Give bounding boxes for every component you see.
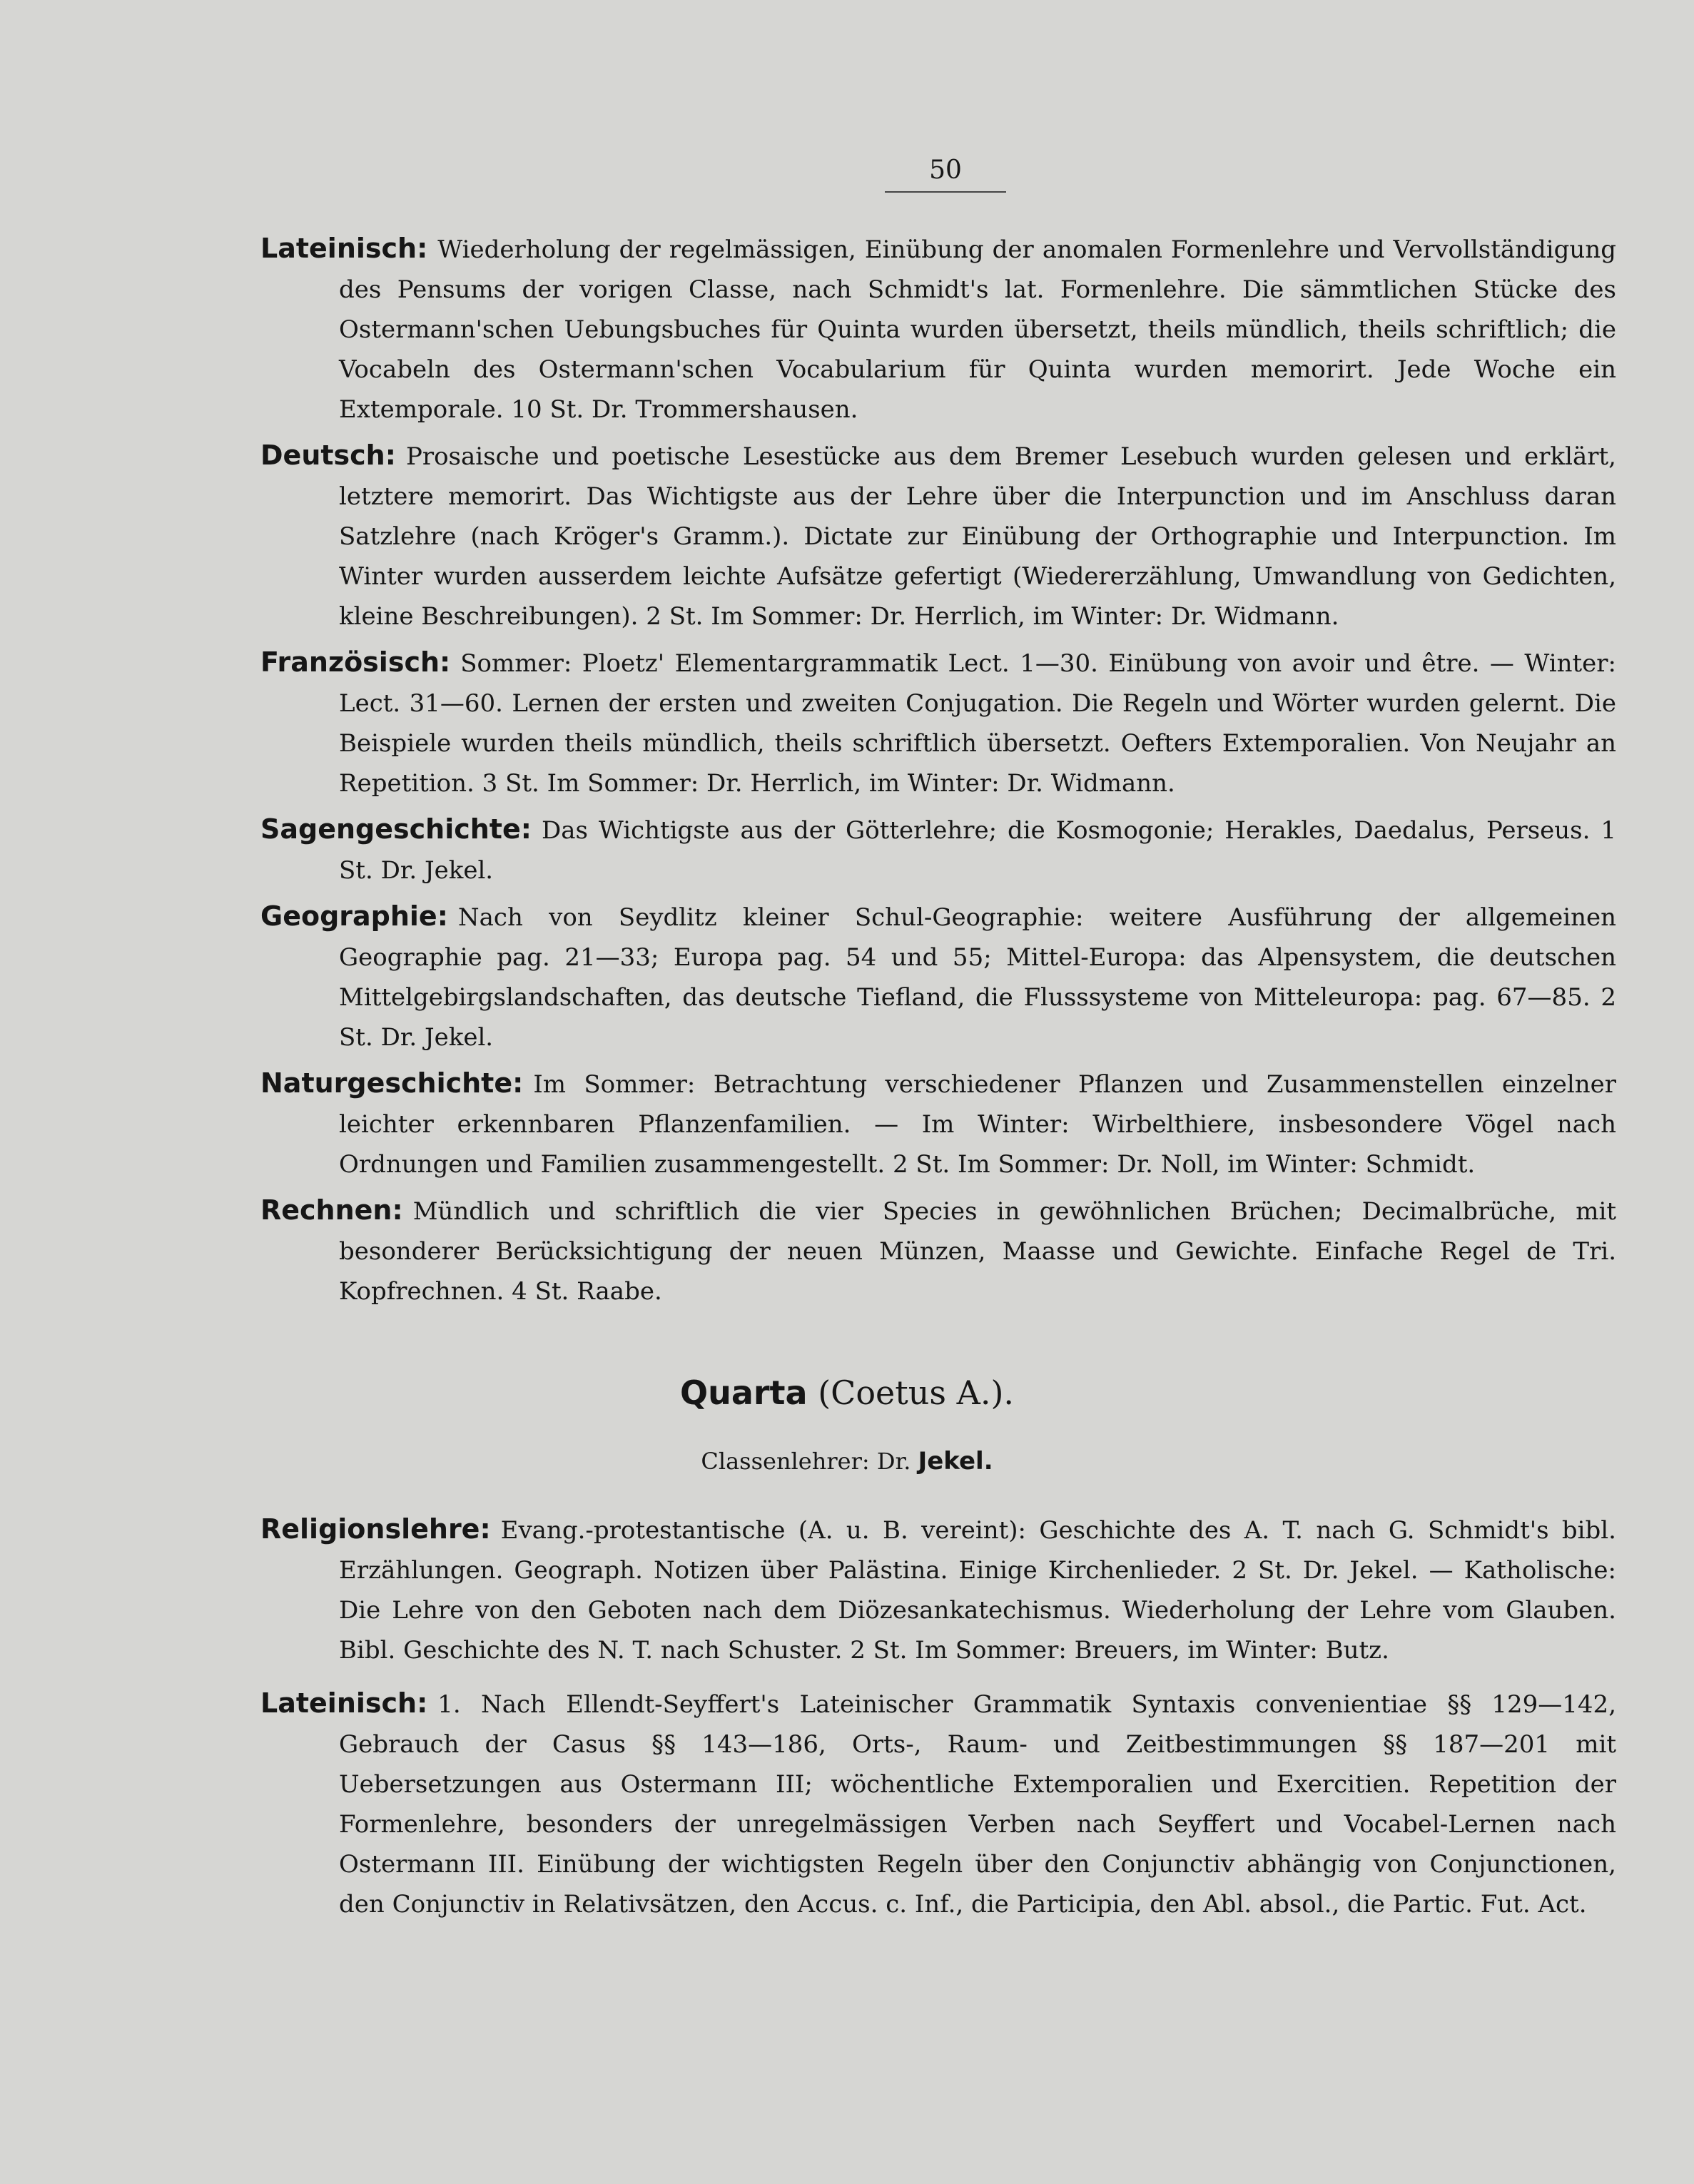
subject-text: Nach von Seydlitz kleiner Schul-Geographie: weitere Ausführung der allgemeinen Geographie pag. 21—33; Europa pag. 54 und 55; Mittel-Europa: das Alpensystem, die deutschen Mittelgebirgslandschaften, das deutsche Tiefland, die Flusssysteme von Mitteleuropa: pag. 67—85. 2 St. Dr. Jekel. bbox=[339, 903, 1616, 1052]
subject-heading: Lateinisch: bbox=[260, 1687, 428, 1719]
class-teacher-title: Dr. bbox=[876, 1448, 911, 1475]
subject-entry bbox=[260, 896, 1616, 1057]
subject-entry bbox=[260, 228, 1616, 430]
subject-text: Sommer: Ploetz' Elementargrammatik Lect. 1—30. Einübung von avoir und être. — Winter: Lect. 31—60. Lernen der ersten und zweiten Conjugation. Die Regeln und Wörter wurden gelernt. Die Beispiele wurden theils mündlich, theils schriftlich übersetzt. Oefters Extemporalien. Von Neujahr an Repetition. 3 St. Im Sommer: Dr. Herrlich, im Winter: Dr. Widmann. bbox=[339, 649, 1616, 798]
section-quinta-subjects bbox=[260, 228, 1616, 1311]
page-number-rule bbox=[885, 191, 1006, 193]
subject-text: Im Sommer: Betrachtung verschiedener Pflanzen und Zusammenstellen einzelner leichter erkennbaren Pflanzenfamilien. — Im Winter: Wirbelthiere, insbesondere Vögel nach Ordnungen und Familien zusammengestellt. 2 St. Im Sommer: Dr. Noll, im Winter: Schmidt. bbox=[339, 1070, 1616, 1179]
class-teacher-label: Classenlehrer: bbox=[701, 1448, 870, 1475]
subject-heading: Religionslehre: bbox=[260, 1513, 491, 1545]
subject-heading: Geographie: bbox=[260, 900, 448, 932]
section-quarta-subjects bbox=[260, 1509, 1616, 1924]
subject-text: Mündlich und schriftlich die vier Species in gewöhnlichen Brüchen; Decimalbrüche, mit besonderer Berücksichtigung der neuen Münzen, Maasse und Gewichte. Einfache Regel de Tri. Kopfrechnen. 4 St. Raabe. bbox=[339, 1197, 1616, 1306]
page-number: 50 bbox=[929, 156, 962, 185]
subject-entry bbox=[260, 642, 1616, 803]
subject-entry bbox=[260, 435, 1616, 636]
subject-text: Das Wichtigste aus der Götterlehre; die Kosmogonie; Herakles, Daedalus, Perseus. 1 St. Dr. Jekel. bbox=[339, 816, 1616, 885]
subject-text: Wiederholung der regelmässigen, Einübung der anomalen Formenlehre und Vervollständigung des Pensums der vorigen Classe, nach Schmidt's lat. Formenlehre. Die sämmtlichen Stücke des Ostermann'schen Uebungsbuches für Quinta wurden übersetzt, theils mündlich, theils schriftlich; die Vocabeln des Ostermann'schen Vocabularium für Quinta wurden memorirt. Jede Woche ein Extemporale. 10 St. Dr. Trommershausen. bbox=[339, 235, 1616, 424]
subject-entry bbox=[260, 1190, 1616, 1311]
subject-heading: Lateinisch: bbox=[260, 233, 428, 264]
class-teacher-name: Jekel. bbox=[918, 1447, 993, 1476]
subject-text: Prosaische und poetische Lesestücke aus dem Bremer Lesebuch wurden gelesen und erklärt, letztere memorirt. Das Wichtigste aus der Lehre über die Interpunction und im Anschluss daran Satzlehre (nach Kröger's Gramm.). Dictate zur Einübung der Orthographie und Interpunction. Im Winter wurden ausserdem leichte Aufsätze gefertigt (Wiedererzählung, Umwandlung von Gedichten, kleine Beschreibungen). 2 St. Im Sommer: Dr. Herrlich, im Winter: Dr. Widmann. bbox=[339, 442, 1616, 631]
subject-entry bbox=[260, 1509, 1616, 1670]
subject-heading: Rechnen: bbox=[260, 1194, 403, 1226]
subject-heading: Sagengeschichte: bbox=[260, 813, 532, 845]
subject-text: 1. Nach Ellendt-Seyffert's Lateinischer Grammatik Syntaxis convenientiae §§ 129—142, Gebrauch der Casus §§ 143—186, Orts-, Raum- und Zeitbestimmungen §§ 187—201 mit Uebersetzungen aus Ostermann III; wöchentliche Extemporalien und Exercitien. Repetition der Formenlehre, besonders der unregelmässigen Verben nach Seyffert und Vocabel-Lernen nach Ostermann III. Einübung der wichtigsten Regeln über den Conjunctiv abhängig von Conjunctionen, den Conjunctiv in Relativsätzen, den Accus. c. Inf., die Participia, den Abl. absol., die Partic. Fut. Act. bbox=[339, 1690, 1616, 1919]
class-teacher-line bbox=[0, 1447, 1694, 1476]
subject-heading: Naturgeschichte: bbox=[260, 1067, 524, 1099]
subject-heading: Deutsch: bbox=[260, 440, 396, 471]
class-title-subtitle: (Coetus A.). bbox=[818, 1373, 1015, 1412]
class-title bbox=[0, 1373, 1694, 1412]
subject-entry bbox=[260, 1683, 1616, 1924]
subject-entry bbox=[260, 809, 1616, 890]
subject-heading: Französisch: bbox=[260, 646, 451, 678]
subject-entry bbox=[260, 1063, 1616, 1184]
subject-text: Evang.-protestantische (A. u. B. vereint): Geschichte des A. T. nach G. Schmidt's bibl. Erzählungen. Geograph. Notizen über Palästina. Einige Kirchenlieder. 2 St. Dr. Jekel. — Katholische: Die Lehre von den Geboten nach dem Diözesankatechismus. Wiederholung der Lehre vom Glauben. Bibl. Geschichte des N. T. nach Schuster. 2 St. Im Sommer: Breuers, im Winter: Butz. bbox=[339, 1516, 1616, 1665]
class-title-name: Quarta bbox=[679, 1373, 808, 1412]
